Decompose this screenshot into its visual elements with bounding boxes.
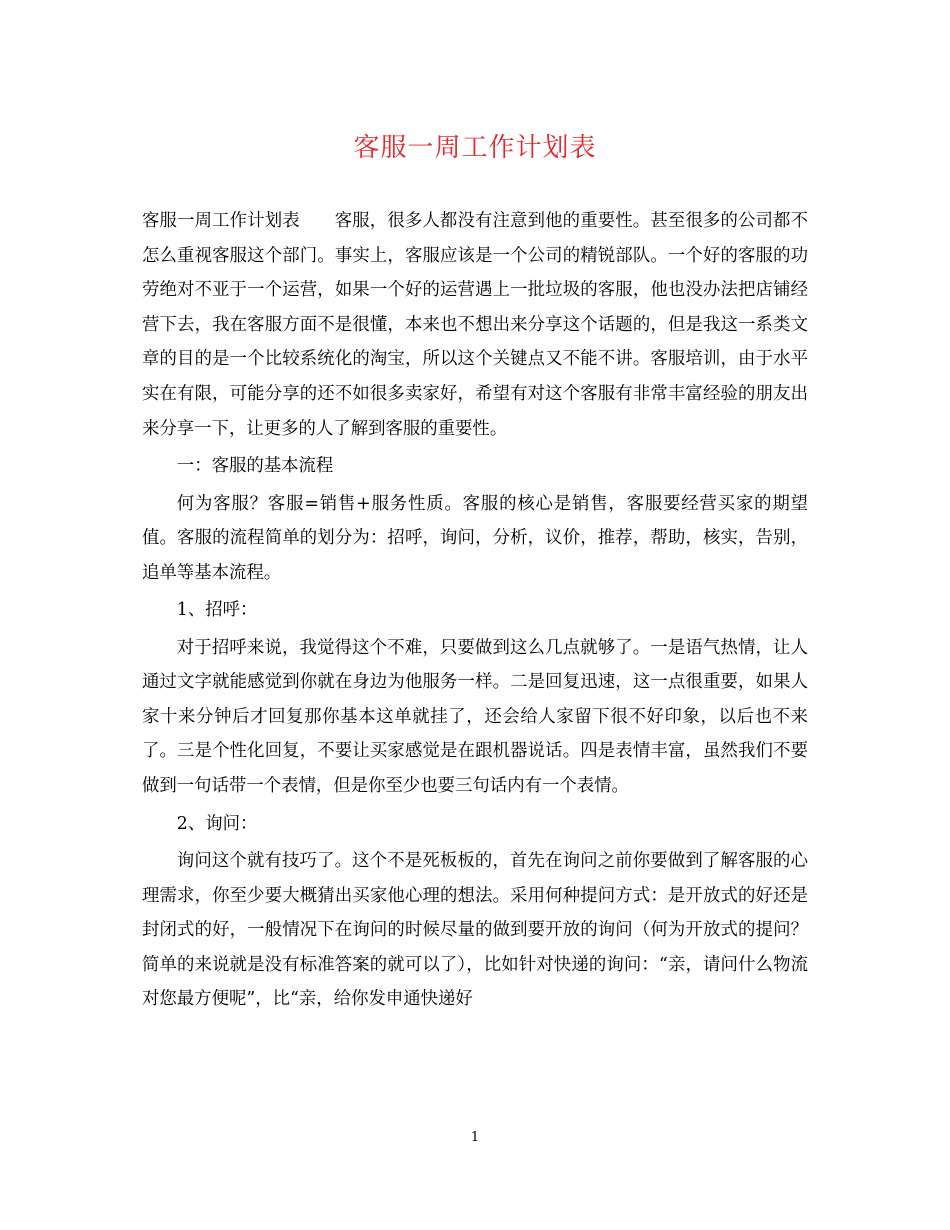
subheading-greeting: 1、招呼： xyxy=(176,600,258,621)
paragraph-what-is-service: 何为客服？客服=销售+服务性质。客服的核心是销售，客服要经营买家的期望值。客服的流程简单的划分为：招呼，询问，分析，议价，推荐，帮助，核实，告别，追单等基本流程。 xyxy=(142,493,808,583)
paragraph-greeting: 对于招呼来说，我觉得这个不难，只要做到这么几点就够了。一是语气热情，让人通过文字就能感觉到你就在身边为他服务一样。二是回复迅速，这一点很重要，如果人家十来分钟后才回复那你基本这单就挂了，还会给人家留下很不好印象，以后也不来了。三是个性化回复，不要让买家感觉是在跟机器说话。四是表情丰富，虽然我们不要做到一句话带一个表情，但是你至少也要三句话内有一个表情。 xyxy=(142,637,808,797)
section-heading-basic-process: 一：客服的基本流程 xyxy=(176,456,334,477)
paragraph-inquiry: 询问这个就有技巧了。这个不是死板板的，首先在询问之前你要做到了解客服的心理需求，你至少要大概猜出买家他心理的想法。采用何种提问方式：是开放式的好还是封闭式的好，一般情况下在询问的时候尽量的做到要开放的询问（何为开放式的提问？简单的来说就是没有标准答案的就可以了），比如针对快递的询问：“亲，请问什么物流对您最方便呢”，比“亲，给你发申通快递好 xyxy=(142,851,808,1010)
intro-paragraph xyxy=(142,204,808,446)
page-number: 1 xyxy=(470,1130,480,1145)
intro-text: 客服，很多人都没有注意到他的重要性。甚至很多的公司都不怎么重视客服这个部门。事实上，客服应该是一个公司的精锐部队。一个好的客服的功劳绝对不亚于一个运营，如果一个好的运营遇上一批垃圾的客服，他也没办法把店铺经营下去，我在客服方面不是很懂，本来也不想出来分享这个话题的，但是我这一系类文章的目的是一个比较系统化的淘宝，所以这个关键点又不能不讲。客服培训，由于水平实在有限，可能分享的还不如很多卖家好，希望有对这个客服有非常丰富经验的朋友出来分享一下，让更多的人了解到客服的重要性。 xyxy=(142,211,808,439)
intro-lead: 客服一周工作计划表 xyxy=(142,211,300,231)
page-title: 客服一周工作计划表 xyxy=(353,133,597,163)
subheading-inquiry: 2、询问： xyxy=(176,813,258,834)
document-body xyxy=(142,204,808,1020)
